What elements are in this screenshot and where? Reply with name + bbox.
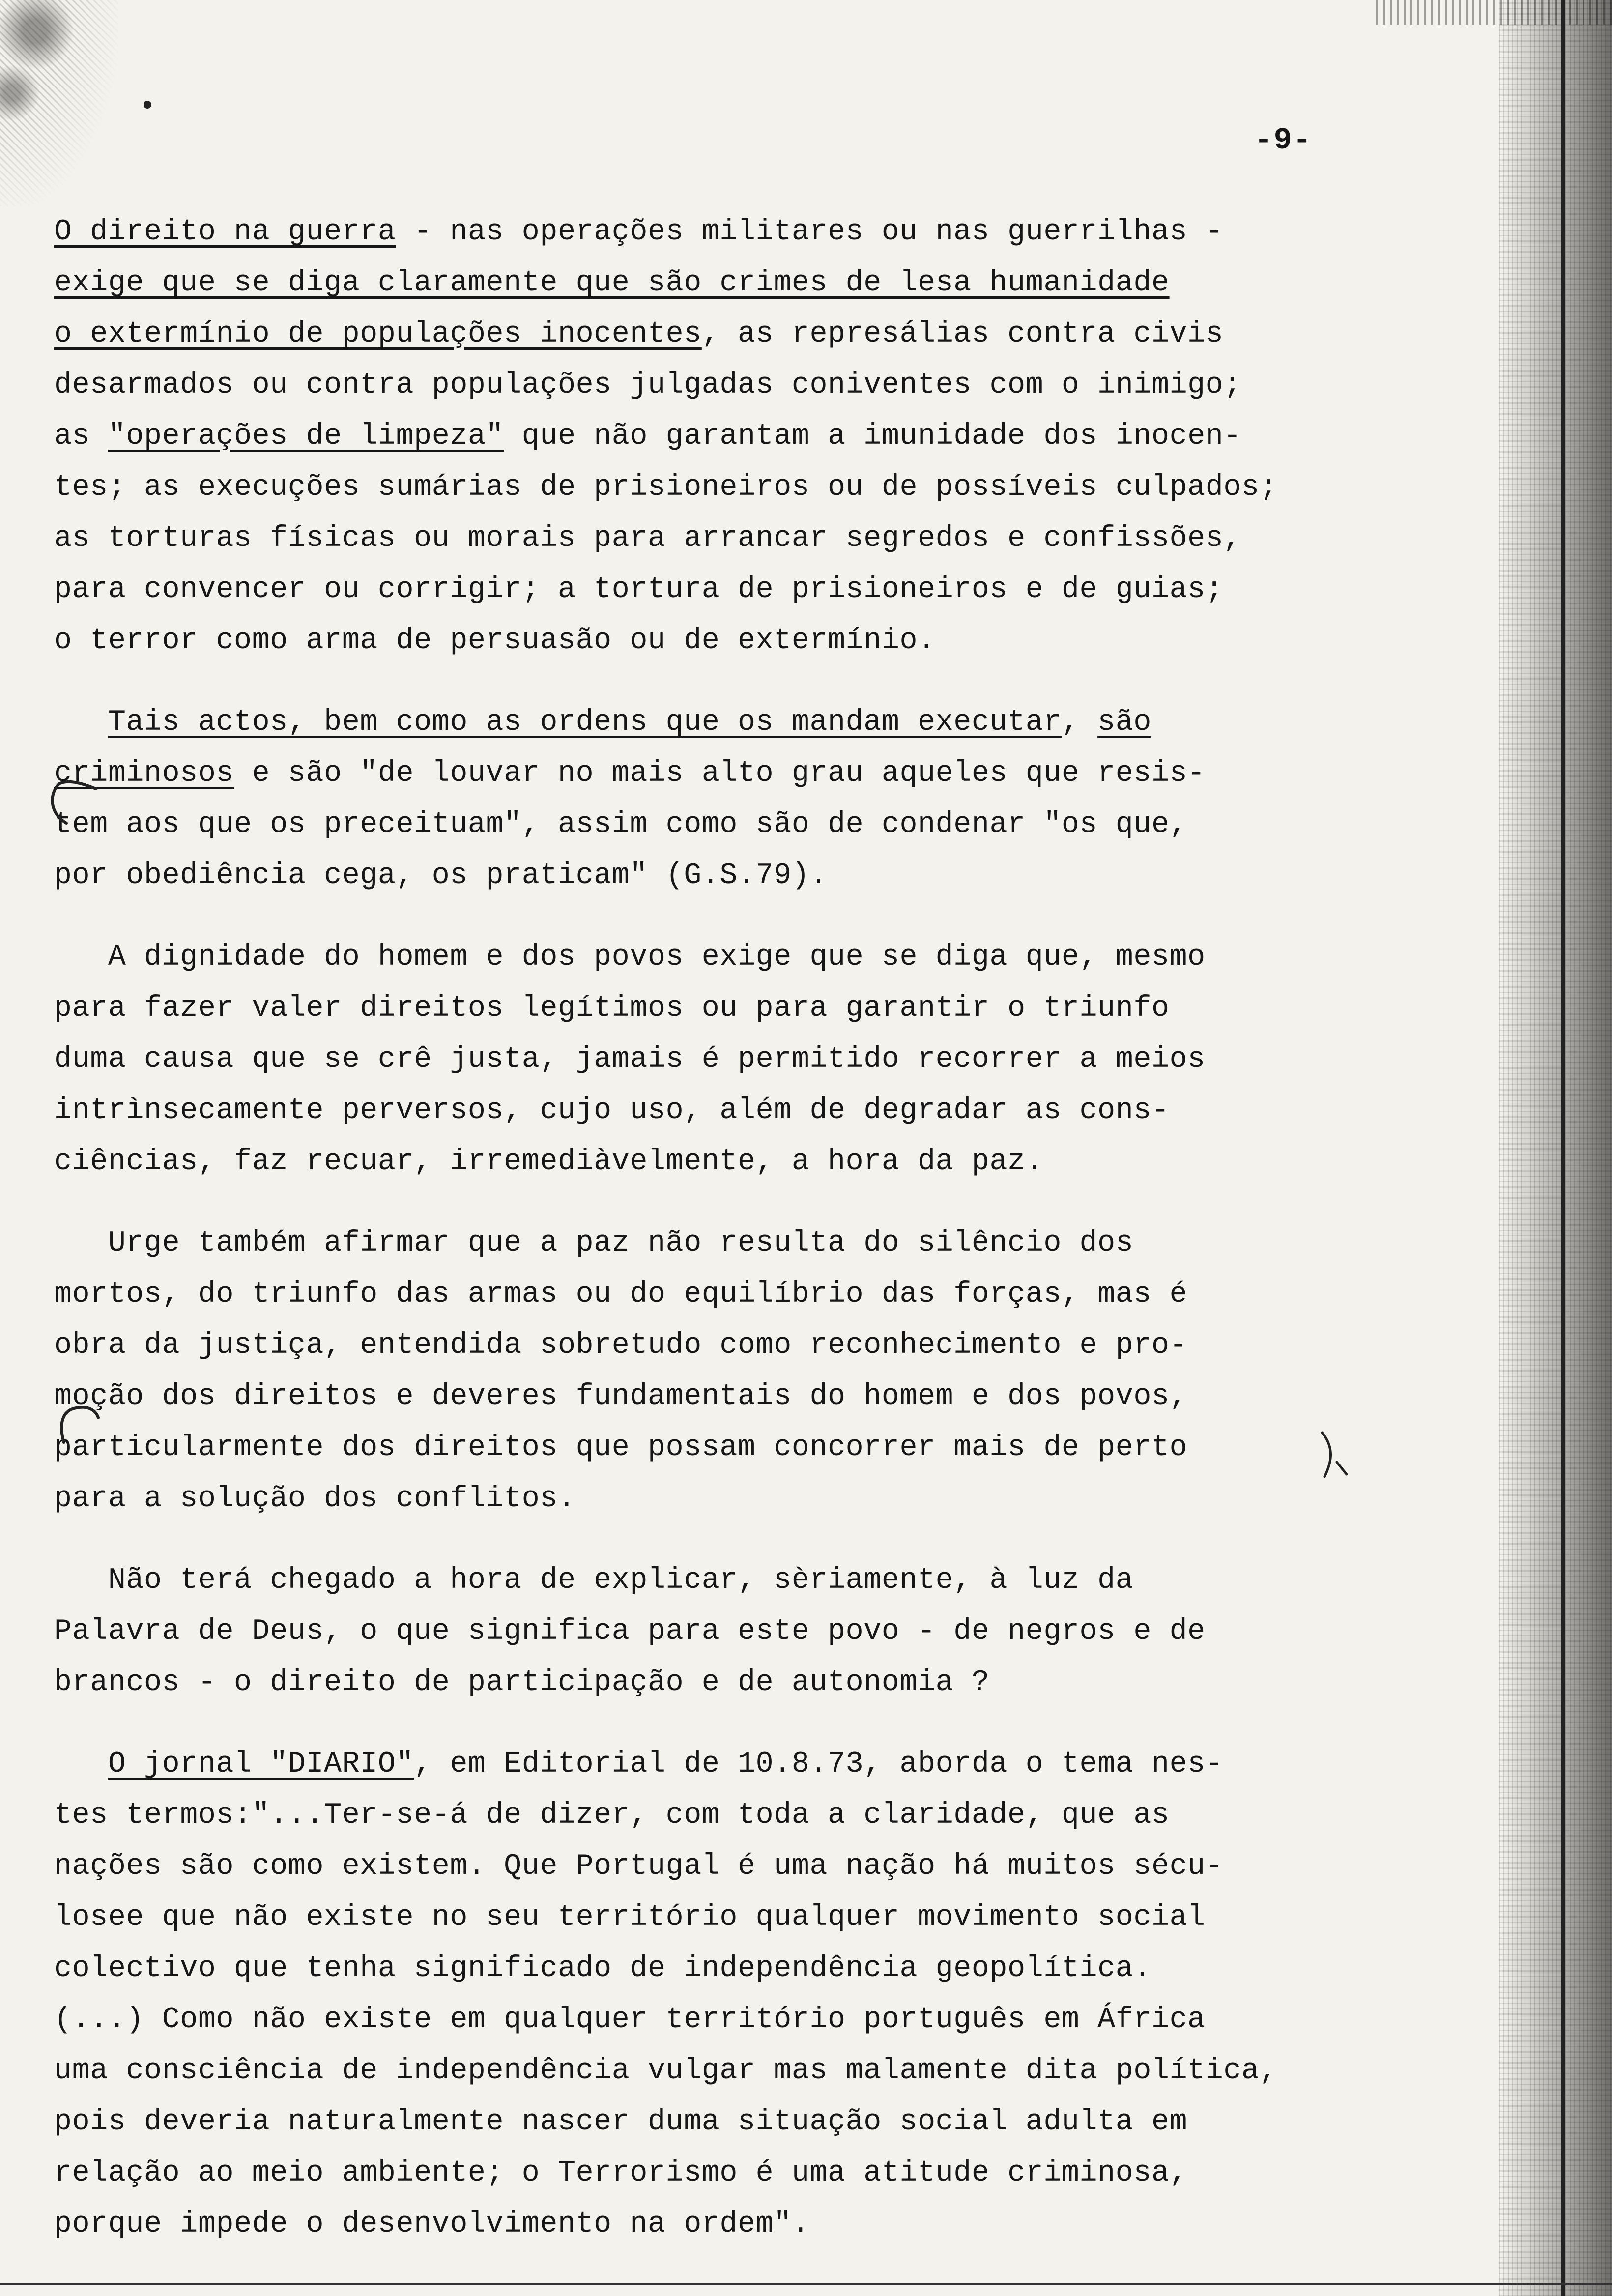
text-segment: , em Editorial de 10.8.73, aborda o tema nes- <box>414 1748 1224 1781</box>
paragraph-gap <box>54 901 1460 932</box>
underlined-text: Tais actos, bem como as ordens que os mandam executar <box>108 706 1062 739</box>
text-segment: moção dos direitos e deveres fundamentais do homem e dos povos, <box>54 1380 1188 1413</box>
text-line <box>54 513 1460 564</box>
text-segment: desarmados ou contra populações julgadas coniventes com o inimigo; <box>54 369 1241 402</box>
text-segment: para fazer valer direitos legítimos ou para garantir o triunfo <box>54 992 1170 1025</box>
document-body <box>54 206 1460 2250</box>
text-segment: e são "de louvar no mais alto grau aqueles que resis- <box>234 757 1206 790</box>
text-segment: uma consciência de independência vulgar mas malamente dita política, <box>54 2054 1278 2088</box>
text-line <box>54 1136 1460 1187</box>
text-line <box>54 2045 1460 2096</box>
page-number: -9- <box>1254 123 1312 158</box>
text-line <box>54 462 1460 513</box>
text-segment: A dignidade do homem e dos povos exige que se diga que, mesmo <box>54 941 1206 974</box>
page-edge-line <box>1561 0 1565 2296</box>
underlined-text: exige que se diga claramente que são crimes de lesa humanidade <box>54 266 1170 300</box>
text-segment: porque impede o desenvolvimento na ordem". <box>54 2208 810 2241</box>
text-line <box>54 615 1460 666</box>
text-line <box>54 1085 1460 1136</box>
text-line <box>54 1606 1460 1657</box>
text-segment: as <box>54 420 108 453</box>
text-line <box>54 1269 1460 1320</box>
text-line <box>54 1994 1460 2045</box>
text-segment <box>54 706 108 739</box>
text-line <box>54 2199 1460 2250</box>
text-line <box>54 1555 1460 1606</box>
text-segment: Palavra de Deus, o que significa para este povo - de negros e de <box>54 1615 1206 1648</box>
text-segment: Não terá chegado a hora de explicar, sèriamente, à luz da <box>54 1564 1134 1597</box>
handwritten-mark <box>39 774 103 833</box>
underlined-text: o extermínio de populações inocentes <box>54 317 702 351</box>
text-line <box>54 2096 1460 2148</box>
text-line <box>54 2148 1460 2199</box>
paragraph-gap <box>54 666 1460 697</box>
text-segment: losee que não existe no seu território qualquer movimento social <box>54 1901 1206 1934</box>
text-line <box>54 564 1460 615</box>
underlined-text: O direito na guerra <box>54 215 396 249</box>
text-line <box>54 1218 1460 1269</box>
text-line <box>54 850 1460 901</box>
paragraph-gap <box>54 1708 1460 1739</box>
text-line <box>54 697 1460 748</box>
text-line <box>54 1739 1460 1790</box>
text-segment: tes; as execuções sumárias de prisioneiros ou de possíveis culpados; <box>54 471 1278 504</box>
text-segment: relação ao meio ambiente; o Terrorismo é uma atitude criminosa, <box>54 2156 1188 2190</box>
scan-noise-edge <box>1499 0 1612 2296</box>
text-segment: por obediência cega, os praticam" (G.S.79). <box>54 859 828 892</box>
text-line <box>54 411 1460 462</box>
text-line <box>54 1841 1460 1892</box>
text-line <box>54 1371 1460 1422</box>
text-line <box>54 1790 1460 1841</box>
handwritten-mark <box>1302 1428 1361 1496</box>
text-segment: as torturas físicas ou morais para arrancar segredos e confissões, <box>54 522 1241 555</box>
text-line <box>54 206 1460 258</box>
handwritten-mark <box>49 1396 108 1450</box>
text-line <box>54 360 1460 411</box>
paragraph-gap <box>54 1187 1460 1218</box>
text-segment: - nas operações militares ou nas guerrilhas - <box>396 215 1224 249</box>
underlined-text: criminosos <box>54 757 234 790</box>
text-segment: tem aos que os preceituam", assim como são de condenar "os que, <box>54 808 1188 841</box>
underlined-text: O jornal "DIARIO" <box>108 1748 414 1781</box>
text-segment: que não garantam a imunidade dos inocen- <box>504 420 1242 453</box>
ink-dot <box>144 101 151 109</box>
text-segment: pois deveria naturalmente nascer duma situação social adulta em <box>54 2105 1188 2139</box>
text-line <box>54 1422 1460 1473</box>
paragraph-gap <box>54 1524 1460 1555</box>
text-segment: tes termos:"...Ter-se-á de dizer, com toda a claridade, que as <box>54 1799 1170 1832</box>
page-bottom-line <box>0 2283 1612 2285</box>
text-line <box>54 1034 1460 1085</box>
text-segment: brancos - o direito de participação e de autonomia ? <box>54 1666 990 1699</box>
underlined-text: são <box>1097 706 1151 739</box>
scan-noise-corner <box>0 0 118 206</box>
text-line <box>54 932 1460 983</box>
text-segment: , as represálias contra civis <box>701 317 1224 351</box>
text-line <box>54 1473 1460 1524</box>
text-segment <box>54 1748 108 1781</box>
text-segment: (...) Como não existe em qualquer território português em África <box>54 2003 1206 2037</box>
text-line <box>54 1657 1460 1708</box>
text-segment: , <box>1061 706 1098 739</box>
text-segment: para a solução dos conflitos. <box>54 1482 576 1516</box>
text-segment: mortos, do triunfo das armas ou do equilíbrio das forças, mas é <box>54 1278 1188 1311</box>
text-segment: obra da justiça, entendida sobretudo como reconhecimento e pro- <box>54 1329 1188 1362</box>
text-segment: o terror como arma de persuasão ou de extermínio. <box>54 624 936 658</box>
text-segment: particularmente dos direitos que possam concorrer mais de perto <box>54 1431 1188 1464</box>
text-line <box>54 258 1460 309</box>
text-line <box>54 309 1460 360</box>
text-segment: nações são como existem. Que Portugal é uma nação há muitos sécu- <box>54 1850 1224 1883</box>
text-line <box>54 799 1460 850</box>
text-line <box>54 1892 1460 1943</box>
text-segment: intrìnsecamente perversos, cujo uso, além de degradar as cons- <box>54 1094 1170 1127</box>
text-segment: colectivo que tenha significado de independência geopolítica. <box>54 1952 1151 1985</box>
underlined-text: "operações de limpeza" <box>108 420 504 453</box>
text-line <box>54 983 1460 1034</box>
text-line <box>54 1943 1460 1994</box>
text-segment: para convencer ou corrigir; a tortura de prisioneiros e de guias; <box>54 573 1224 606</box>
text-segment: duma causa que se crê justa, jamais é permitido recorrer a meios <box>54 1043 1206 1076</box>
text-segment: Urge também afirmar que a paz não resulta do silêncio dos <box>54 1227 1134 1260</box>
text-line <box>54 1320 1460 1371</box>
text-segment: ciências, faz recuar, irremediàvelmente, a hora da paz. <box>54 1145 1044 1178</box>
text-line <box>54 748 1460 799</box>
